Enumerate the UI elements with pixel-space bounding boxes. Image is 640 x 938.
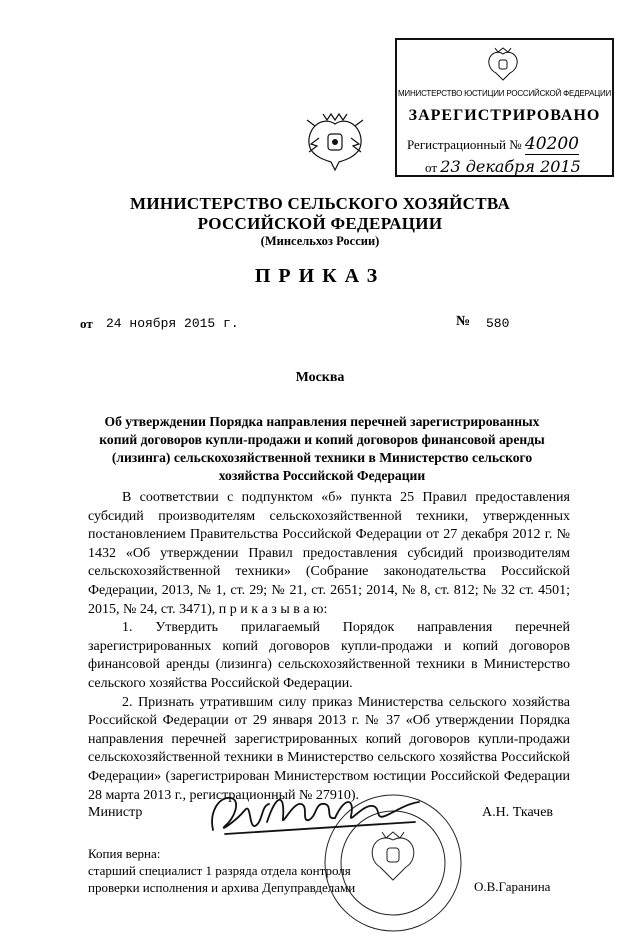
stamp-date-label: от: [425, 160, 438, 175]
ministry-title-line2: РОССИЙСКОЙ ФЕДЕРАЦИИ: [197, 214, 443, 233]
order-date-prefix: от: [80, 316, 93, 331]
stamp-reg-number: 40200: [524, 134, 580, 154]
ministry-title-line1: МИНИСТЕРСТВО СЕЛЬСКОГО ХОЗЯЙСТВА: [129, 194, 511, 213]
order-number-sign: №: [456, 314, 471, 329]
order-subject: Об утверждении Порядка направления перечней зарегистрированных копий договоров купли-продажи и копий договоров финансовой аренды (лизинга) сельскохозяйственной техники в Министерство сельского хозяйства Российской Федерации: [99, 414, 545, 483]
city: Москва: [295, 370, 345, 385]
copy-note-name: О.В.Гаранина: [474, 879, 551, 894]
body-paragraph-1: В соответствии с подпунктом «б» пункта 25 Правил предоставления субсидий производителям сельскохозяйственной техники, утвержденных постановлением Правительства Российской Федерации от 27 декабря 2012 г. № 1432 «Об утверждении Правил предоставления субсидий производителям сельскохозяйственной техники» (Собрание законодательства Российской Федерации, 2013, № 1, ст. 29; № 21, ст. 2651; 2014, № 8, ст. 812; № 32 ст. 4501; 2015, № 24, ст. 3471), п р и к а з ы в а ю:: [88, 490, 570, 617]
stamp-ministry: МИНИСТЕРСТВО ЮСТИЦИИ РОССИЙСКОЙ ФЕДЕРАЦИИ: [397, 89, 612, 98]
ministry-short-name: (Минсельхоз России): [260, 234, 380, 248]
order-number: 580: [486, 316, 510, 331]
copy-note: [88, 845, 355, 896]
order-date: 24 ноября 2015 г.: [106, 316, 239, 331]
stamp-reg-number-line: [407, 134, 579, 154]
stamp-emblem-icon: [485, 46, 521, 84]
body-paragraph-2: 1. Утвердить прилагаемый Порядок направления перечней зарегистрированных копий договоров купли-продажи и копий договоров финансовой аренды (лизинга) сельскохозяйственной техники в Министерство сельского хозяйства Российской Федерации.: [88, 620, 570, 691]
signer-name: А.Н. Ткачев: [482, 805, 554, 820]
registration-stamp: [395, 38, 614, 177]
stamp-reg-date: 23 декабря 2015: [440, 157, 581, 176]
coat-of-arms-icon: [301, 110, 369, 176]
stamp-registered: ЗАРЕГИСТРИРОВАНО: [408, 107, 601, 124]
order-body: [88, 489, 570, 805]
minister-signature: [205, 782, 425, 842]
body-paragraph-3: 2. Признать утратившим силу приказ Министерства сельского хозяйства Российской Федерации от 29 января 2013 г. № 37 «Об утверждении Порядка направления перечней зарегистрированных копий договоров купли-продажи сельскохозяйственной техники в Министерство сельского хозяйства Российской Федерации» (зарегистрирован Министерством юстиции Российской Федерации 28 марта 2013 г., регистрационный № 27910).: [88, 694, 570, 803]
signer-position: Министр: [88, 805, 143, 820]
stamp-reg-label: Регистрационный №: [407, 137, 522, 152]
stamp-date-line: [425, 157, 581, 176]
copy-note-label: Копия верна:: [88, 846, 161, 861]
document-type: ПРИКАЗ: [254, 265, 386, 287]
copy-note-line1: старший специалист 1 разряда отдела контроля: [88, 863, 351, 878]
copy-note-line2: проверки исполнения и архива Депуправделами: [88, 880, 356, 895]
